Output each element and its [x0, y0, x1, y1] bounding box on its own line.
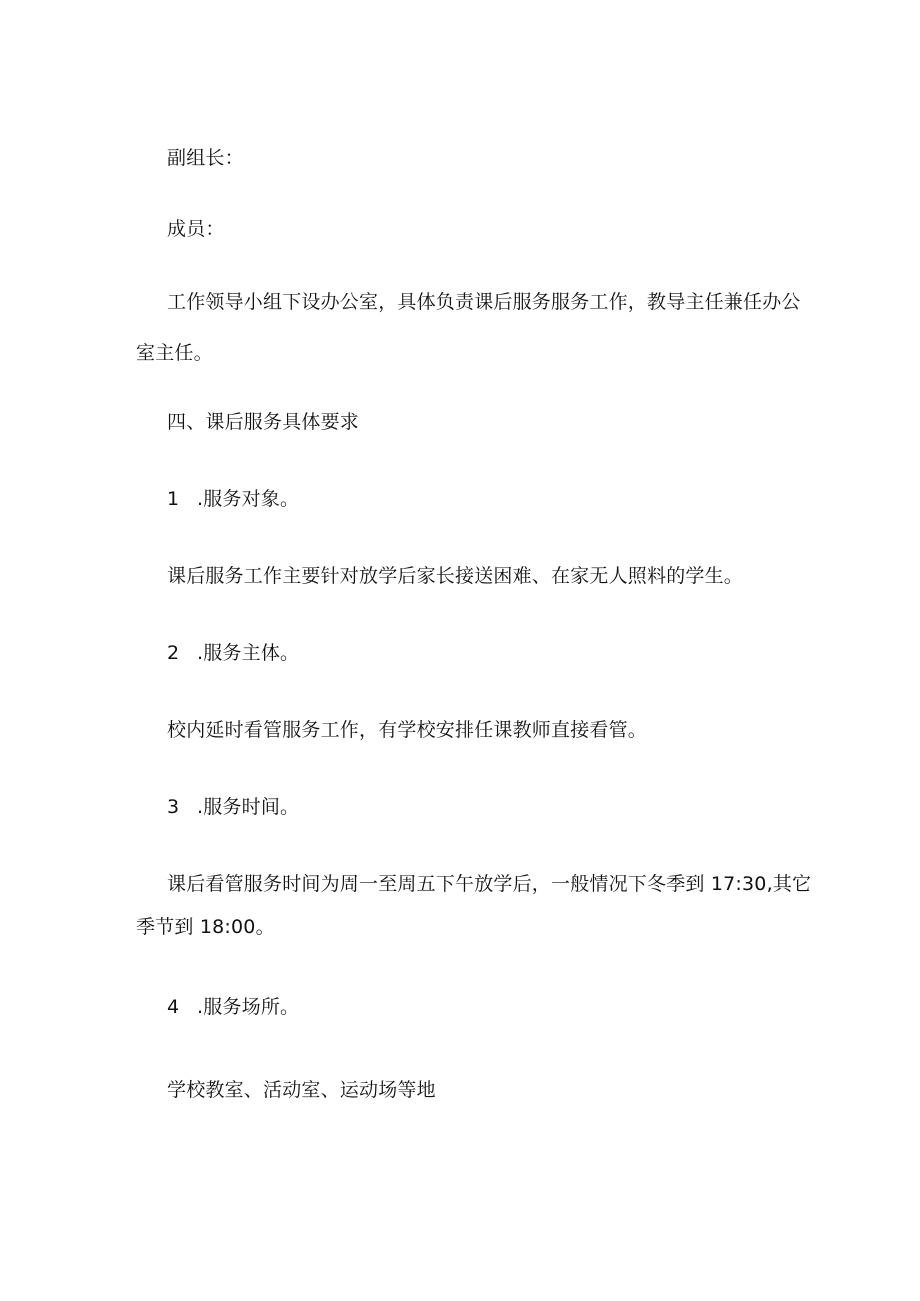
item2-text: 校内延时看管服务工作，有学校安排任课教师直接看管。 [167, 719, 648, 741]
item1-number: 1 [167, 488, 180, 510]
item3-label: .服务时间。 [197, 796, 300, 818]
item2-label: .服务主体。 [197, 642, 300, 664]
deputy-leader-line: 副组长： [167, 147, 244, 169]
item3-text-line1: 课后看管服务时间为周一至周五下午放学后，一般情况下冬季到 17:30,其它 [167, 873, 812, 895]
members-line: 成员： [167, 218, 225, 240]
office-paragraph-line2: 室主任。 [136, 342, 213, 364]
item1-text: 课后服务工作主要针对放学后家长接送困难、在家无人照料的学生。 [167, 565, 744, 587]
item1-heading [167, 487, 299, 511]
item4-text: 学校教室、活动室、运动场等地 [167, 1079, 436, 1101]
section4-heading: 四、课后服务具体要求 [167, 411, 360, 433]
item2-heading [167, 641, 299, 665]
item3-number: 3 [167, 796, 180, 818]
item2-number: 2 [167, 642, 180, 664]
item4-label: .服务场所。 [197, 996, 300, 1018]
item1-label: .服务对象。 [197, 488, 300, 510]
item3-heading [167, 795, 299, 819]
item4-number: 4 [167, 996, 180, 1018]
office-paragraph-line1: 工作领导小组下设办公室，具体负责课后服务服务工作，教导主任兼任办公 [167, 291, 801, 313]
item3-text-line2: 季节到 18:00。 [136, 916, 275, 938]
item4-heading [167, 995, 299, 1019]
